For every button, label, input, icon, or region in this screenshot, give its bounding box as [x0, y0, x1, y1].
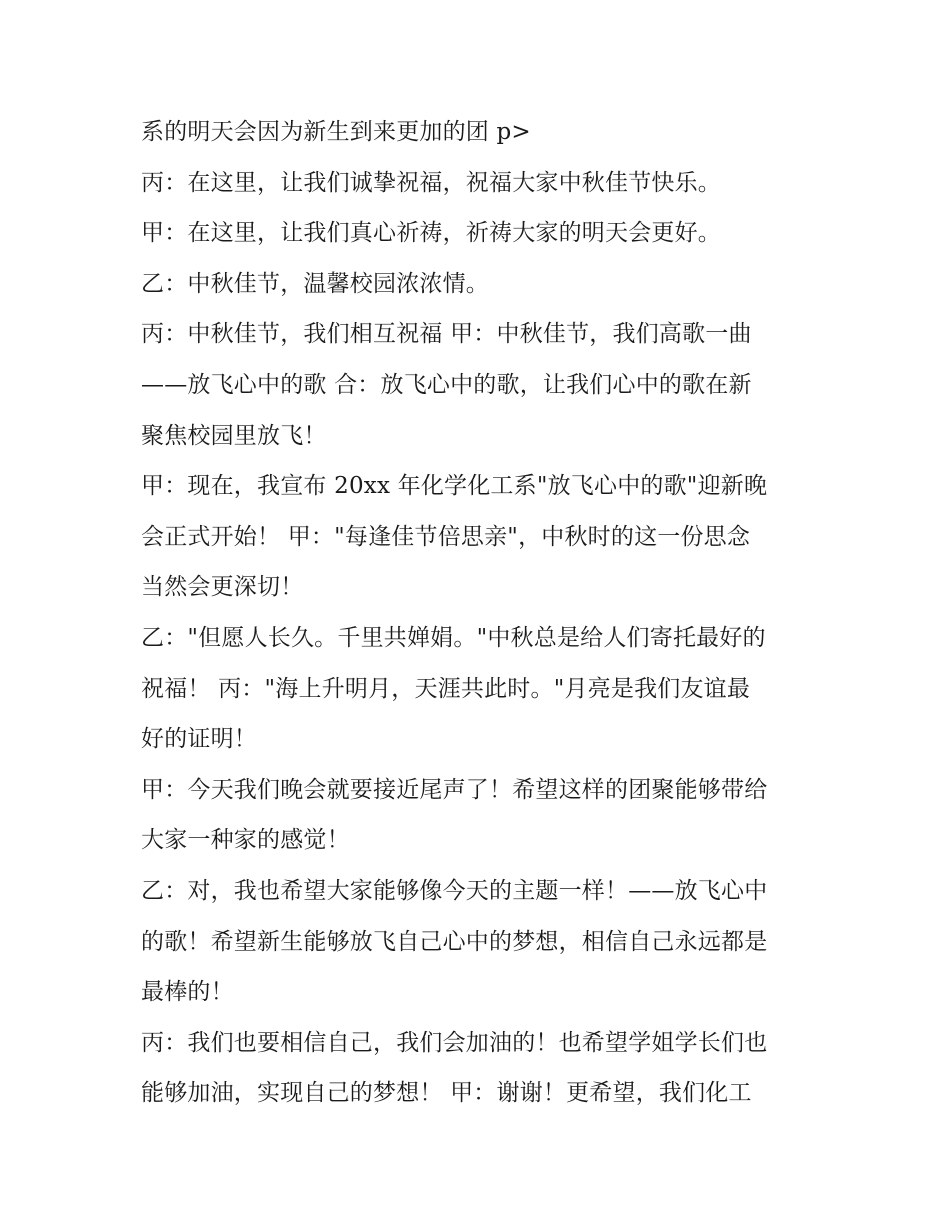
text-line: 丙：我们也要相信自己，我们会加油的！也希望学姐学长们也: [141, 1029, 768, 1056]
text-line: 祝福！ 丙："海上升明月，天涯共此时。"月亮是我们友谊最: [141, 675, 751, 702]
text-line: 系的明天会因为新生到来更加的团 p>: [141, 119, 531, 145]
text-line: 的歌！希望新生能够放飞自己心中的梦想，相信自己永远都是: [141, 928, 768, 955]
text-line: 会正式开始！ 甲："每逢佳节倍思亲"，中秋时的这一份思念: [141, 523, 751, 550]
text-line: 当然会更深切！: [141, 574, 304, 601]
text-line: 甲：在这里，让我们真心祈祷，祈祷大家的明天会更好。: [141, 220, 721, 247]
text-line: 大家一种家的感觉！: [141, 827, 350, 854]
text-line: 乙："但愿人长久。千里共婵娟。"中秋总是给人们寄托最好的: [141, 624, 766, 651]
text-line: 丙：中秋佳节，我们相互祝福 甲：中秋佳节，我们高歌一曲: [141, 321, 752, 348]
text-line: ——放飞心中的歌 合：放飞心中的歌，让我们心中的歌在新: [141, 371, 752, 398]
text-line: 能够加油，实现自己的梦想！ 甲：谢谢！更希望，我们化工: [141, 1080, 752, 1107]
text-line: 好的证明！: [141, 726, 257, 753]
text-line: 丙：在这里，让我们诚挚祝福，祝福大家中秋佳节快乐。: [141, 169, 721, 196]
document-body: [141, 107, 831, 1119]
text-line: 最棒的！: [141, 979, 234, 1006]
text-line: 甲：现在，我宣布 20xx 年化学化工系"放飞心中的歌"迎新晚: [141, 473, 768, 500]
text-line: 聚焦校园里放飞！: [141, 422, 327, 449]
text-line: 甲：今天我们晚会就要接近尾声了！希望这样的团聚能够带给: [141, 776, 768, 803]
text-line: 乙：对，我也希望大家能够像今天的主题一样！——放飞心中: [141, 877, 768, 904]
text-line: 乙：中秋佳节，温馨校园浓浓情。: [141, 270, 489, 297]
